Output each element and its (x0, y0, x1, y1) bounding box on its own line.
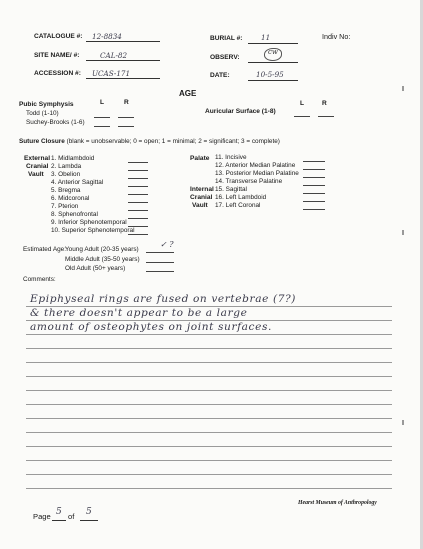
pubic-col-l: L (100, 99, 105, 106)
catalogue-value[interactable]: 12-8834 (92, 32, 122, 41)
burial-label: BURIAL #: (210, 35, 243, 42)
indiv-label: Indiv No: (322, 32, 351, 41)
comment-rule (26, 362, 392, 363)
external-group-label: External (24, 155, 51, 162)
suture-blank[interactable] (128, 186, 148, 187)
suture-item: 6. Midcoronal (51, 195, 90, 202)
age-option-young: Young Adult (20-35 years) (65, 246, 139, 253)
date-field-line (248, 80, 298, 81)
palate-item: 14. Transverse Palatine (215, 178, 283, 185)
internal-group-label: Internal (190, 186, 214, 193)
suture-closure-title: Suture Closure (19, 138, 65, 145)
internal-item: 15. Sagittal (215, 186, 247, 193)
auricular-left-blank[interactable] (294, 116, 310, 117)
institution-name: Hearst Museum of Anthropology (298, 500, 377, 506)
suture-item: 5. Bregma (51, 187, 81, 194)
auricular-col-r: R (322, 100, 327, 107)
cranial-group-label: Cranial (26, 163, 49, 170)
suture-item: 4. Anterior Sagittal (51, 179, 104, 186)
suture-item: 10. Superior Sphenotemporal (51, 227, 135, 234)
page-number-line (52, 520, 66, 521)
palate-blank[interactable] (303, 177, 325, 178)
internal-blank[interactable] (303, 193, 325, 194)
burial-field-line (248, 43, 298, 44)
pubic-todd-left-blank[interactable] (94, 117, 110, 118)
page-number-value: 5 (56, 507, 62, 517)
pubic-row-suchey: Suchey-Brooks (1-6) (26, 119, 85, 126)
palate-item: 13. Posterior Median Palatine (215, 170, 299, 177)
internal-cranial-group-label: Cranial (190, 194, 213, 201)
scan-mark (402, 230, 404, 235)
date-value[interactable]: 10-5-95 (256, 70, 284, 79)
suture-item: 3. Obelion (51, 171, 81, 178)
internal-item: 16. Left Lambdoid (215, 194, 267, 201)
comment-rule (26, 418, 392, 419)
vault-group-label: Vault (28, 171, 44, 178)
catalogue-label: CATALOGUE #: (34, 33, 83, 40)
suture-blank[interactable] (128, 218, 148, 219)
age-young-blank[interactable] (146, 252, 174, 253)
suture-blank[interactable] (128, 170, 148, 171)
comment-rule (26, 390, 392, 391)
suture-blank[interactable] (128, 178, 148, 179)
accession-label: ACCESSION #: (34, 70, 81, 77)
internal-blank[interactable] (303, 201, 325, 202)
comment-rule (26, 488, 392, 489)
age-option-middle: Middle Adult (35-50 years) (65, 256, 140, 263)
internal-vault-group-label: Vault (192, 202, 208, 209)
comment-rule (26, 432, 392, 433)
comment-rule (26, 460, 392, 461)
age-middle-blank[interactable] (146, 262, 174, 263)
accession-field-line (86, 78, 160, 79)
pubic-symphysis-title: Pubic Symphysis (19, 101, 74, 108)
page-total-value: 5 (86, 507, 92, 517)
suture-blank[interactable] (128, 210, 148, 211)
page-total-line (80, 520, 98, 521)
comment-line[interactable]: Epiphyseal rings are fused on vertebrae (7?) (30, 293, 297, 305)
site-value[interactable]: CAL-82 (100, 51, 128, 60)
observ-field-line (248, 62, 298, 63)
suture-blank[interactable] (128, 234, 148, 235)
burial-value[interactable]: 11 (261, 33, 271, 42)
auricular-col-l: L (300, 100, 305, 107)
palate-group-label: Palate (190, 155, 210, 162)
suture-blank[interactable] (128, 162, 148, 163)
comment-line[interactable]: amount of osteophytes on joint surfaces. (30, 321, 272, 333)
age-old-blank[interactable] (146, 271, 174, 272)
age-option-old: Old Adult (50+ years) (65, 265, 126, 272)
site-field-line (86, 60, 160, 61)
scan-mark (402, 420, 404, 425)
suture-item: 7. Pterion (51, 203, 79, 210)
suture-item: 9. Inferior Sphenotemporal (51, 219, 127, 226)
pubic-suchey-right-blank[interactable] (118, 126, 134, 127)
suture-blank[interactable] (128, 202, 148, 203)
pubic-suchey-left-blank[interactable] (94, 126, 110, 127)
comment-rule (26, 348, 392, 349)
accession-value[interactable]: UCAS-171 (92, 69, 131, 78)
palate-blank[interactable] (303, 169, 325, 170)
suture-closure-header (19, 138, 280, 145)
pubic-col-r: R (124, 99, 129, 106)
internal-item: 17. Left Coronal (215, 202, 261, 209)
auricular-title: Auricular Surface (1-8) (205, 108, 276, 115)
page-label: Page (33, 512, 51, 521)
suture-blank[interactable] (128, 194, 148, 195)
palate-blank[interactable] (303, 161, 325, 162)
age-section-title: AGE (179, 89, 197, 98)
pubic-row-todd: Todd (1-10) (26, 110, 59, 117)
palate-item: 11. Incisive (215, 154, 247, 161)
comment-rule (26, 376, 392, 377)
comment-rule (26, 474, 392, 475)
internal-blank[interactable] (303, 209, 325, 210)
date-label: DATE: (210, 72, 230, 79)
pubic-todd-right-blank[interactable] (118, 117, 134, 118)
comment-rule (26, 334, 392, 335)
estimated-age-label: Estimated Age: (23, 246, 66, 253)
scan-mark (402, 86, 404, 91)
palate-blank[interactable] (303, 185, 325, 186)
palate-item: 12. Anterior Median Palatine (215, 162, 296, 169)
comments-label: Comments: (23, 276, 56, 283)
page-of-label: of (68, 512, 75, 521)
observer-initials-mark: cw (264, 48, 282, 61)
suture-closure-legend: (blank = unobservable; 0 = open; 1 = minimal; 2 = significant; 3 = complete) (66, 138, 280, 145)
site-label: SITE NAME/ #: (34, 52, 80, 59)
catalogue-field-line (86, 41, 160, 42)
suture-item: 1. Midlambdoid (51, 155, 95, 162)
comment-rule (26, 446, 392, 447)
auricular-right-blank[interactable] (318, 116, 334, 117)
comment-line[interactable]: & there doesn't appear to be a large (30, 307, 248, 319)
age-check-mark: ✓ ? (160, 240, 174, 249)
suture-item: 2. Lambda (51, 163, 82, 170)
observ-label: OBSERV: (210, 54, 240, 61)
suture-item: 8. Sphenofrontal (51, 211, 98, 218)
comment-rule (26, 404, 392, 405)
